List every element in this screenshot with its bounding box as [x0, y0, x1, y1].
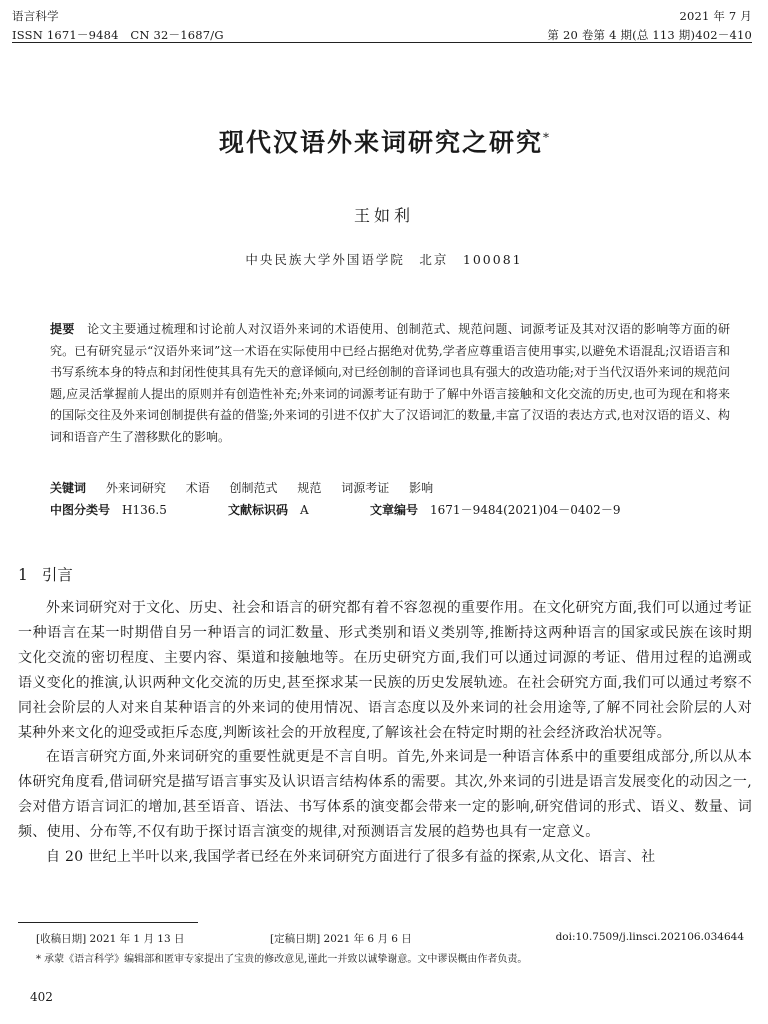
- clc-value: H136.5: [122, 503, 167, 517]
- issue-date: 2021 年 7 月: [679, 9, 752, 23]
- keyword: 外来词研究: [105, 481, 166, 495]
- paper-title: [0, 123, 768, 159]
- document-code: [228, 501, 309, 518]
- affiliation: 中央民族大学外国语学院 北京 100081: [245, 252, 523, 267]
- article-no-value: 1671－9484(2021)04－0402－9: [430, 503, 621, 517]
- paragraph: 外来词研究对于文化、历史、社会和语言的研究都有着不容忽视的重要作用。在文化研究方面,我们可以通过考证一种语言在某一时期借自另一种语言的词汇数量、形式类别和语义类别等,推断持这两种语言的国家或民族在该时期文化交流的密切程度、主要内容、渠道和接触地等。在历史研究方面,我们可以通过词源的考证、借用过程的追溯或语义变化的推演,认识两种文化交流的历史,甚至探求某一民族的历史发展轨迹。在社会研究方面,我们可以通过考察不同社会阶层的人对来自某种语言的外来词的使用情况、语言态度以及外来词的社会用途等,了解不同社会阶层的人对某种外来文化的迎受或拒斥态度,判断该社会的开放程度,了解该社会在特定时期的社会经济政治状况等。: [18, 600, 752, 741]
- article-number: [370, 501, 620, 518]
- abstract-label: 提要: [50, 322, 75, 336]
- author-name: 王如利: [353, 206, 414, 225]
- doc-code-label: 文献标识码: [228, 503, 289, 517]
- abstract: [50, 319, 730, 448]
- clc-label: 中图分类号: [50, 503, 111, 517]
- keyword: 词源考证: [341, 481, 390, 495]
- issn-line: ISSN 1671－9484 CN 32－1687/G: [12, 28, 224, 42]
- keyword: 术语: [185, 481, 210, 495]
- header-rule: [12, 42, 752, 43]
- volume-issue-pages: 第 20 卷第 4 期(总 113 期)402－410: [547, 28, 752, 42]
- journal-name: 语言科学: [12, 9, 59, 23]
- paragraph: 自 20 世纪上半叶以来,我国学者已经在外来词研究方面进行了很多有益的探索,从文化、语言、社: [46, 849, 656, 866]
- keyword: 创制范式: [229, 481, 278, 495]
- article-no-label: 文章编号: [370, 503, 419, 517]
- section-number: 1: [18, 566, 28, 584]
- clc-number: [50, 501, 167, 518]
- section-heading: [18, 563, 73, 585]
- footnote-rule: [18, 922, 198, 923]
- acknowledgement-footnote: * 承蒙《语言科学》编辑部和匿审专家提出了宝贵的修改意见,谨此一并致以诚挚谢意。文中谬误概由作者负责。: [36, 954, 528, 965]
- section-title: 引言: [41, 566, 73, 584]
- page-number: 402: [30, 990, 53, 1004]
- title-footnote-mark: *: [543, 130, 549, 145]
- received-date: [收稿日期] 2021 年 1 月 13 日: [36, 933, 185, 945]
- paragraph: 在语言研究方面,外来词研究的重要性就更是不言自明。首先,外来词是一种语言体系中的重要组成部分,所以从本体研究角度看,借词研究是描写语言事实及认识语言结构体系的需要。其次,外来词的引进是语言发展变化的动因之一,会对借方语言词汇的增加,甚至语音、语法、书写体系的演变都会带来一定的影响,研究借词的形式、语义、数量、词频、使用、分布等,不仅有助于探讨语言演变的规律,对预测语言发展的趋势也具有一定意义。: [18, 749, 752, 841]
- keywords-row: [50, 479, 433, 496]
- abstract-text: 论文主要通过梳理和讨论前人对汉语外来词的术语使用、创制范式、规范问题、词源考证及其对汉语的影响等方面的研究。已有研究显示“汉语外来词”这一术语在实际使用中已经占据绝对优势,学者应尊重语言使用事实,以避免术语混乱;汉语语言和书写系统本身的特点和封闭性使其具有先天的意译倾向,对已经创制的音译词也具有强大的改造功能;对于当代汉语外来词的规范问题,应灵活掌握前人提出的原则并有创造性补充;外来词的词源考证有助于了解中外语言接触和文化交流的历史,也可为现在和将来的国际交往及外来词创制提供有益的借鉴;外来词的引进不仅扩大了汉语词汇的数量,丰富了汉语的表达方式,也对汉语的语义、构词和语音产生了潜移默化的影响。: [50, 322, 730, 444]
- keywords-label: 关键词: [50, 481, 87, 495]
- body-text: [18, 596, 752, 870]
- keyword: 规范: [297, 481, 322, 495]
- doi: doi:10.7509/j.linsci.202106.034644: [555, 931, 744, 943]
- accepted-date: [定稿日期] 2021 年 6 月 6 日: [270, 933, 412, 945]
- paper-title-text: 现代汉语外来词研究之研究: [218, 128, 543, 157]
- doc-code-value: A: [300, 503, 309, 517]
- keyword: 影响: [409, 481, 434, 495]
